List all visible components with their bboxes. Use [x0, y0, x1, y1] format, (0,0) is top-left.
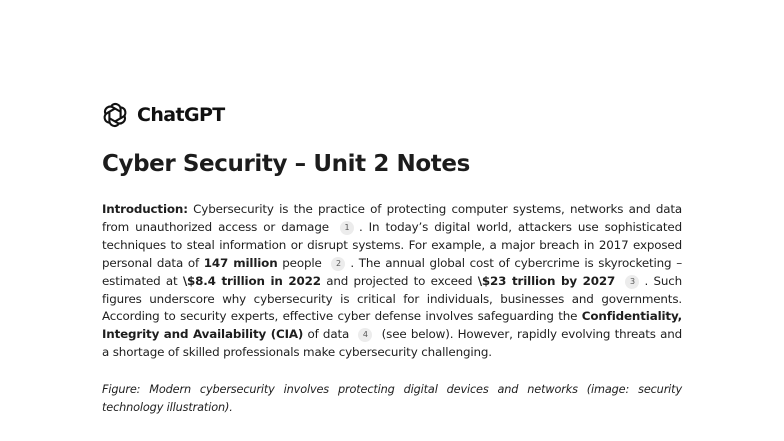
intro-text-1: Cybersecurity is the practice of protecting computer systems, networks and data from unauthorized access or damage	[102, 202, 682, 234]
figure-caption: Figure: Modern cybersecurity involves protecting digital devices and networks (image: security technology illustration).	[102, 383, 682, 414]
intro-text-3: people	[277, 255, 327, 270]
intro-text-2: . In today’s digital world, attackers use sophisticated techniques to steal information or disrupt systems. For example, a major breach in 2017 exposed personal data of	[102, 219, 682, 270]
intro-text-8: of data	[303, 327, 354, 342]
citation-badge-1[interactable]: 1	[340, 221, 354, 235]
intro-bold-2: \$8.4 trillion in 2022	[182, 273, 321, 288]
intro-text-5: and projected to exceed	[320, 273, 478, 288]
intro-text-9: (see below). However, rapidly evolving threats and a shortage of skilled professionals make cybersecurity challenging.	[102, 327, 683, 360]
citation-badge-4[interactable]: 4	[358, 328, 372, 342]
intro-text-6	[615, 274, 620, 288]
brand-name: ChatGPT	[137, 104, 225, 126]
citation-badge-2[interactable]: 2	[331, 257, 345, 271]
openai-logo-icon	[101, 101, 129, 129]
intro-text-7: . Such figures underscore why cybersecurity is critical for individuals, businesses and governments. According to security experts, effective cyber defense involves safeguarding the	[102, 273, 682, 324]
intro-bold-1: 147 million	[203, 255, 278, 270]
intro-text-4: . The annual global cost of cybercrime is skyrocketing – estimated at	[102, 255, 682, 288]
intro-label: Introduction:	[102, 202, 188, 216]
intro-bold-3: \$23 trillion by 2027	[477, 273, 616, 288]
intro-bold-4: Confidentiality, Integrity and Availability (CIA)	[102, 309, 682, 342]
page-title: Cyber Security – Unit 2 Notes	[102, 151, 470, 177]
intro-paragraph	[102, 201, 682, 362]
brand-header	[101, 101, 225, 129]
citation-badge-3[interactable]: 3	[625, 275, 639, 289]
